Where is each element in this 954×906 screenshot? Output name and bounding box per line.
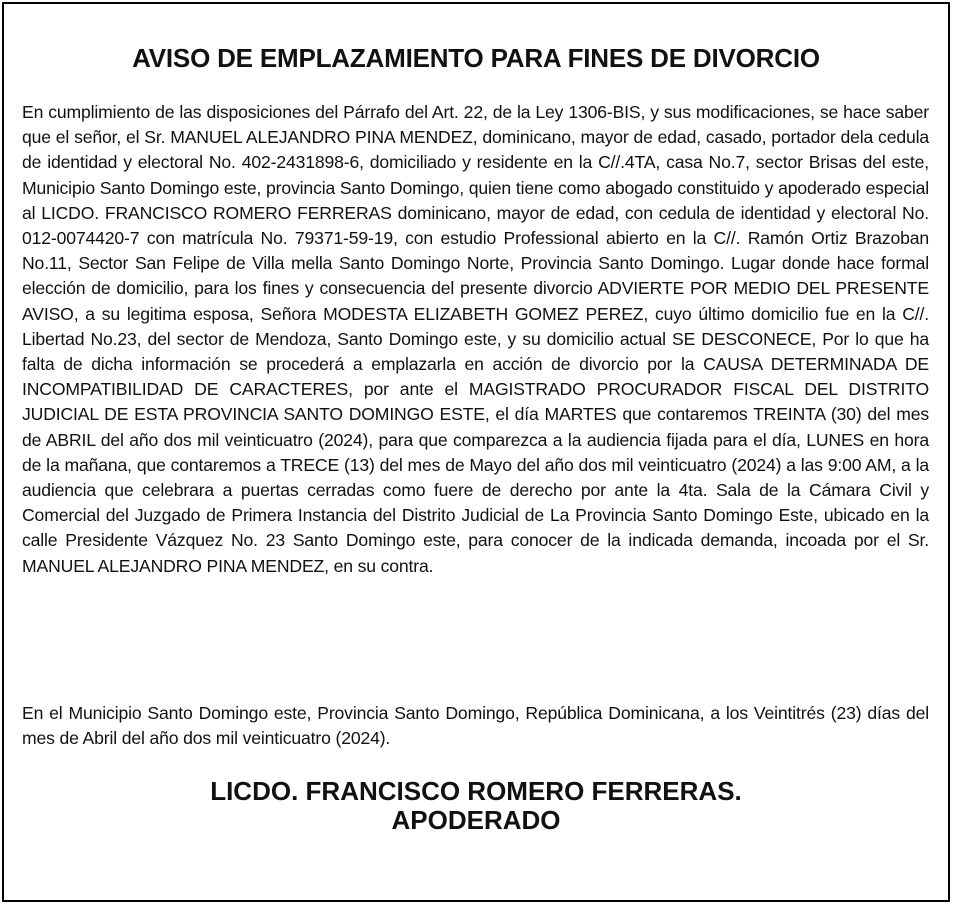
legal-notice (2, 2, 950, 902)
notice-title: AVISO DE EMPLAZAMIENTO PARA FINES DE DIVORCIO (132, 43, 820, 73)
signature-block (4, 777, 948, 835)
notice-closing: En el Municipio Santo Domingo este, Provincia Santo Domingo, República Dominicana, a los Veintitrés (23) días del mes de Abril del año dos mil veinticuatro (2024). (22, 703, 929, 749)
signature-name: LICDO. FRANCISCO ROMERO FERRERAS. (210, 776, 742, 806)
notice-body: En cumplimiento de las disposiciones del Párrafo del Art. 22, de la Ley 1306-BIS, y sus modificaciones, se hace saber que el señor, el Sr. MANUEL ALEJANDRO PINA MENDEZ, dominicano, mayor de edad, casado, portador dela cedula de identidad y electoral No. 402-2431898-6, domiciliado y residente en la C//.4TA, casa No.7, sector Brisas del este, Municipio Santo Domingo este, provincia Santo Domingo, quien tiene como abogado constituido y apoderado especial al LICDO. FRANCISCO ROMERO FERRERAS dominicano, mayor de edad, con cedula de identidad y electoral No. 012-0074420-7 con matrícula No. 79371-59-19, con estudio Professional abierto en la C//. Ramón Ortiz Brazoban No.11, Sector San Felipe de Villa mella Santo Domingo Norte, Provincia Santo Domingo. Lugar donde hace formal elección de domicilio, para los fines y consecuencia del presente divorcio ADVIERTE POR MEDIO DEL PRESENTE AVISO, a su legitima esposa, Señora MODESTA ELIZABETH GOMEZ PEREZ, cuyo último domicilio fue en la C//. Libertad No.23, del sector de Mendoza, Santo Domingo este, y su domicilio actual SE DESCONECE, Por lo que ha falta de dicha información se procederá a emplazarla en acción de divorcio por la CAUSA DETERMINADA DE INCOMPATIBILIDAD DE CARACTERES, por ante el MAGISTRADO PROCURADOR FISCAL DEL DISTRITO JUDICIAL DE ESTA PROVINCIA SANTO DOMINGO ESTE, el día MARTES que contaremos TREINTA (30) del mes de ABRIL del año dos mil veinticuatro (2024), para que comparezca a la audiencia fijada para el día, LUNES en hora de la mañana, que contaremos a TRECE (13) del mes de Mayo del año dos mil veinticuatro (2024) a las 9:00 AM, a la audiencia que celebrara a puertas cerradas como fuere de derecho por ante la 4ta. Sala de la Cámara Civil y Comercial del Juzgado de Primera Instancia del Distrito Judicial de La Provincia Santo Domingo Este, ubicado en la calle Presidente Vázquez No. 23 Santo Domingo este, para conocer de la indicada demanda, incoada por el Sr. MANUEL ALEJANDRO PINA MENDEZ, en su contra. (22, 102, 929, 576)
signature-role: APODERADO (391, 805, 561, 835)
